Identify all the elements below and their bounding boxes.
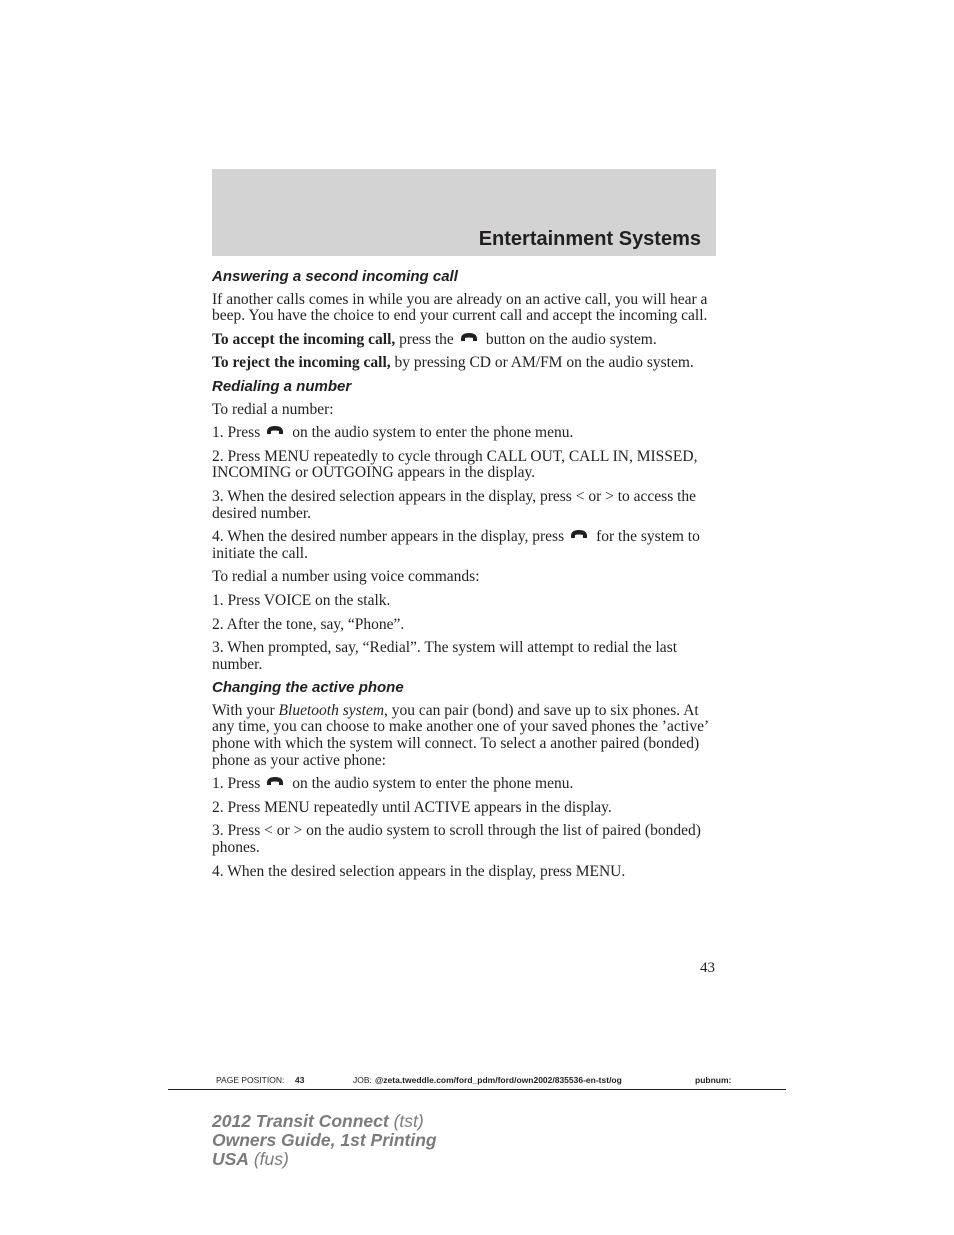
voice-step-2: 2. After the tone, say, “Phone”. <box>212 615 405 633</box>
voice-intro: To redial a number using voice commands: <box>212 568 480 586</box>
changing-step-1 <box>212 776 716 793</box>
section-header-band <box>212 169 716 256</box>
reject-paragraph <box>212 355 716 372</box>
phone-handset-icon <box>570 529 588 539</box>
page-content <box>212 265 716 887</box>
job-label: JOB: <box>353 1075 372 1085</box>
redial-step-4 <box>212 529 716 562</box>
heading-changing: Changing the active phone <box>212 679 404 697</box>
changing-intro-italic: Bluetooth system <box>278 701 385 719</box>
book-market-code: (fus) <box>253 1149 289 1169</box>
page-position-label: PAGE POSITION: <box>216 1075 285 1085</box>
changing-intro-post: , you can pair (bond) and save up to six phones. At any time, you can choose to make another one of your saved phones the ’active’ phone with which the system will connect. To select a another paired (bonded) phone as your active phone: <box>212 701 708 769</box>
redial-step-4-post: for the system to initiate the call. <box>212 528 700 562</box>
answering-intro: If another calls comes in while you are already on an active call, you will hear a beep. You have the choice to end your current call and accept the incoming call. <box>212 290 708 325</box>
redial-step-2: 2. Press MENU repeatedly to cycle through CALL OUT, CALL IN, MISSED, INCOMING or OUTGOING appears in the display. <box>212 447 698 482</box>
book-model-code: (tst) <box>393 1111 424 1131</box>
changing-intro <box>212 703 716 769</box>
redial-intro: To redial a number: <box>212 400 334 418</box>
changing-step-3: 3. Press < or > on the audio system to scroll through the list of paired (bonded) phones. <box>212 822 701 857</box>
phone-handset-icon <box>266 425 284 435</box>
changing-step-1-post: on the audio system to enter the phone menu. <box>292 775 574 793</box>
phone-handset-icon <box>460 332 478 342</box>
accept-paragraph <box>212 332 716 349</box>
book-market: USA <box>212 1149 249 1169</box>
accept-pre: press the <box>399 330 454 348</box>
redial-step-4-pre: 4. When the desired number appears in the display, press <box>212 528 565 546</box>
voice-step-1: 1. Press VOICE on the stalk. <box>212 591 391 609</box>
accept-bold: To accept the incoming call, <box>212 330 396 348</box>
phone-handset-icon <box>266 776 284 786</box>
book-line-3 <box>212 1150 437 1169</box>
job-value: @zeta.tweddle.com/ford_pdm/ford/own2002/835536-en-tst/og <box>375 1075 622 1085</box>
changing-step-2: 2. Press MENU repeatedly until ACTIVE appears in the display. <box>212 798 612 816</box>
changing-step-4: 4. When the desired selection appears in the display, press MENU. <box>212 862 626 880</box>
changing-intro-pre: With your <box>212 701 275 719</box>
pubnum-label: pubnum: <box>695 1075 732 1085</box>
book-line-2 <box>212 1131 437 1150</box>
footer-rule <box>168 1089 786 1090</box>
footer-meta <box>216 1075 786 1087</box>
book-edition: Owners Guide, 1st Printing <box>212 1130 437 1150</box>
page-position-value: 43 <box>295 1075 305 1085</box>
heading-answering: Answering a second incoming call <box>212 268 458 285</box>
footer-book-info <box>212 1112 437 1169</box>
heading-redialing: Redialing a number <box>212 377 352 395</box>
section-title: Entertainment Systems <box>478 228 701 250</box>
redial-step-1 <box>212 425 716 442</box>
redial-step-1-post: on the audio system to enter the phone menu. <box>292 424 574 442</box>
book-line-1 <box>212 1112 437 1131</box>
page-number: 43 <box>700 960 715 976</box>
voice-step-3: 3. When prompted, say, “Redial”. The system will attempt to redial the last number. <box>212 639 678 673</box>
changing-step-1-pre: 1. Press <box>212 775 261 793</box>
reject-bold: To reject the incoming call, <box>212 354 391 372</box>
redial-step-1-pre: 1. Press <box>212 424 261 442</box>
book-model: 2012 Transit Connect <box>212 1111 389 1131</box>
accept-post: button on the audio system. <box>485 330 657 348</box>
redial-step-3: 3. When the desired selection appears in the display, press < or > to access the desired number. <box>212 487 697 522</box>
reject-text: by pressing CD or AM/FM on the audio system. <box>394 354 694 372</box>
